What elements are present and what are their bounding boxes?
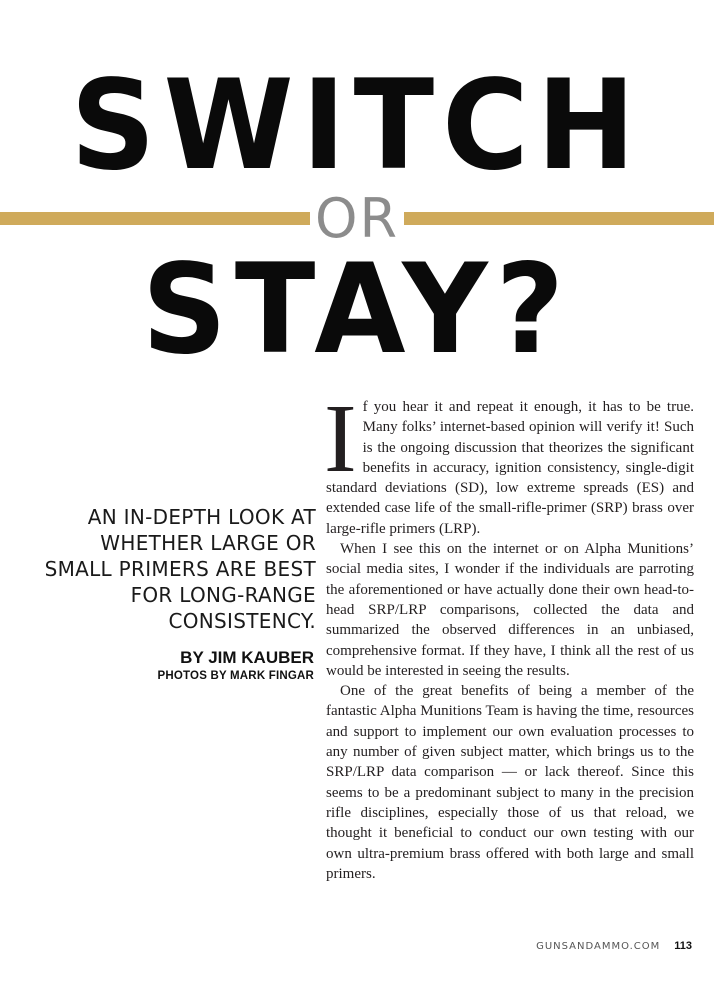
page-footer (536, 940, 692, 952)
paragraph-2: When I see this on the internet or on Alpha Munitions’ social media sites, I wonder if the individuals are parroting the aforementioned or have actually done their own head-to-head SRP/LRP comparisons, collected the data and summarized the observed differences in an unbiased, comprehensive format. If they have, I think all the rest of us would be interested in seeing the results. (326, 541, 694, 679)
headline-switch: SWITCH (70, 52, 644, 198)
paragraph-1-text: f you hear it and repeat it enough, it has to be true. Many folks’ internet-based opinion will verify it! Such is the ongoing discussion that theorizes the significant benefits in accuracy, ignition consistency, single-digit standard deviations (SD), low extreme spreads (ES) and extended case life of the small-rifle-primer (SRP) brass over large-rifle primers (LRP). (326, 399, 694, 537)
headline-stay: STAY? (141, 236, 573, 382)
page-number: 113 (674, 940, 692, 952)
deck-subtitle: AN IN-DEPTH LOOK AT WHETHER LARGE OR SMALL PRIMERS ARE BEST FOR LONG-RANGE CONSISTENCY. (44, 505, 316, 633)
author-byline: BY JIM KAUBER (180, 648, 314, 667)
photo-credit: PHOTOS BY MARK FINGAR (157, 670, 314, 682)
footer-site: GUNSANDAMMO.COM (536, 941, 661, 952)
paragraph-3: One of the great benefits of being a member of the fantastic Alpha Munitions Team is having the time, resources and support to implement our own evaluation processes to any number of given subject matter, which brings us to the SRP/LRP data comparison — or lack thereof. Since this seems to be a predominant subject to many in the precision rifle disciplines, especially those of us that reload, we thought it beneficial to conduct our own testing with our own ultra-premium brass offered with both large and small primers. (326, 683, 694, 882)
drop-cap: I (324, 385, 357, 493)
article-body (324, 385, 694, 884)
gold-rule-left (0, 212, 310, 225)
paragraph-1 (324, 385, 694, 539)
headline-or: OR (314, 187, 400, 250)
gold-rule-right (404, 212, 714, 225)
